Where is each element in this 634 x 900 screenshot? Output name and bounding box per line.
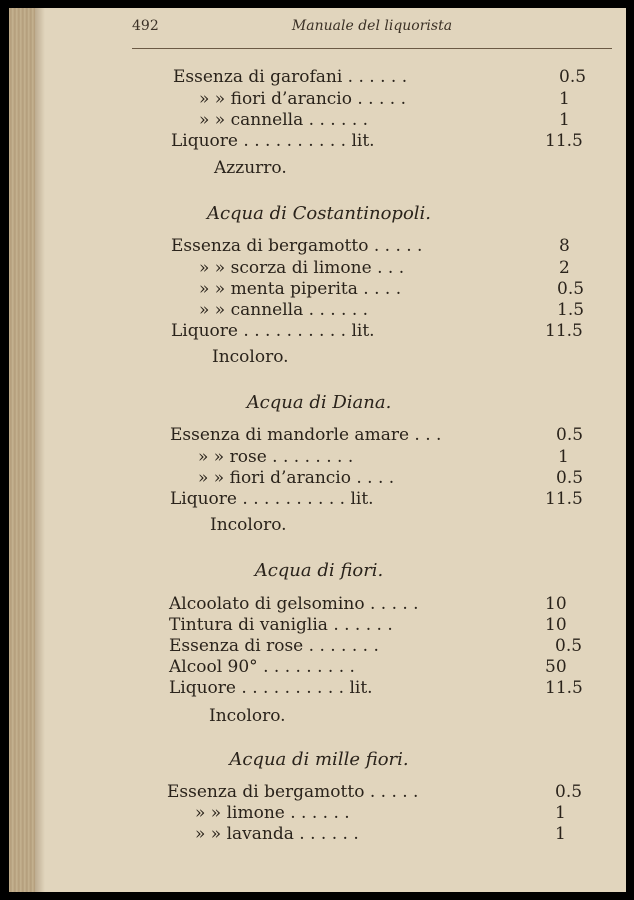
ingredient-label: » » menta piperita . . . . bbox=[199, 279, 402, 299]
ingredient-value: 1 bbox=[558, 447, 569, 467]
recipe-title: Acqua di fiori. bbox=[254, 560, 384, 581]
ingredient-value: 0.5 bbox=[555, 636, 583, 656]
ingredient-value: 10 bbox=[545, 594, 567, 614]
ingredient-value: 11.5 bbox=[545, 678, 583, 698]
ingredient-label: » » limone . . . . . . bbox=[195, 803, 350, 823]
ingredient-value: 1 bbox=[559, 89, 570, 109]
ingredient-label: Alcool 90° . . . . . . . . . bbox=[169, 657, 355, 677]
ingredient-label: Alcoolato di gelsomino . . . . . bbox=[169, 594, 419, 614]
ingredient-value: 0.5 bbox=[556, 425, 584, 445]
ingredient-label: » » scorza di limone . . . bbox=[199, 258, 405, 278]
ingredient-label: Liquore . . . . . . . . . . lit. bbox=[171, 131, 375, 151]
recipe-title: Acqua di Diana. bbox=[246, 392, 392, 413]
ingredient-value: 0.5 bbox=[557, 279, 585, 299]
page-edge bbox=[9, 8, 35, 892]
ingredient-label: Essenza di bergamotto . . . . . bbox=[167, 782, 419, 802]
ingredient-value: 0.5 bbox=[555, 782, 583, 802]
recipe-title: Acqua di mille fiori. bbox=[229, 749, 409, 770]
ingredient-value: 10 bbox=[545, 615, 567, 635]
color-note: Incoloro. bbox=[209, 706, 286, 726]
color-note: Azzurro. bbox=[214, 158, 287, 178]
color-note: Incoloro. bbox=[212, 347, 289, 367]
recipe-title: Acqua di Costantinopoli. bbox=[206, 203, 432, 224]
ingredient-label: » » rose . . . . . . . . bbox=[198, 447, 354, 467]
ingredient-label: Essenza di mandorle amare . . . bbox=[170, 425, 442, 445]
running-title: Manuale del liquorista bbox=[291, 18, 453, 34]
ingredient-value: 1 bbox=[555, 824, 566, 844]
page-number: 492 bbox=[132, 18, 159, 34]
ingredient-value: 50 bbox=[545, 657, 567, 677]
ingredient-value: 11.5 bbox=[545, 321, 583, 341]
ingredient-value: 0.5 bbox=[559, 67, 587, 87]
ingredient-label: Essenza di garofani . . . . . . bbox=[173, 67, 408, 87]
color-note: Incoloro. bbox=[210, 515, 287, 535]
ingredient-label: Essenza di rose . . . . . . . bbox=[169, 636, 379, 656]
ingredient-value: 2 bbox=[559, 258, 570, 278]
ingredient-label: » » cannella . . . . . . bbox=[199, 300, 369, 320]
ingredient-value: 1 bbox=[555, 803, 566, 823]
page-header bbox=[132, 14, 612, 49]
ingredient-label: » » fiori d’arancio . . . . bbox=[198, 468, 395, 488]
ingredient-value: 0.5 bbox=[556, 468, 584, 488]
ingredient-value: 1 bbox=[559, 110, 570, 130]
book-page bbox=[9, 8, 626, 892]
ingredient-label: Essenza di bergamotto . . . . . bbox=[171, 236, 423, 256]
ingredient-value: 11.5 bbox=[545, 131, 583, 151]
ingredient-label: » » cannella . . . . . . bbox=[199, 110, 369, 130]
ingredient-value: 11.5 bbox=[545, 489, 583, 509]
ingredient-label: Liquore . . . . . . . . . . lit. bbox=[170, 489, 374, 509]
ingredient-label: Liquore . . . . . . . . . . lit. bbox=[169, 678, 373, 698]
ingredient-label: » » lavanda . . . . . . bbox=[195, 824, 359, 844]
ingredient-label: » » fiori d’arancio . . . . . bbox=[199, 89, 407, 109]
ingredient-label: Liquore . . . . . . . . . . lit. bbox=[171, 321, 375, 341]
ingredient-value: 8 bbox=[559, 236, 570, 256]
ingredient-label: Tintura di vaniglia . . . . . . bbox=[169, 615, 393, 635]
ingredient-value: 1.5 bbox=[557, 300, 585, 320]
